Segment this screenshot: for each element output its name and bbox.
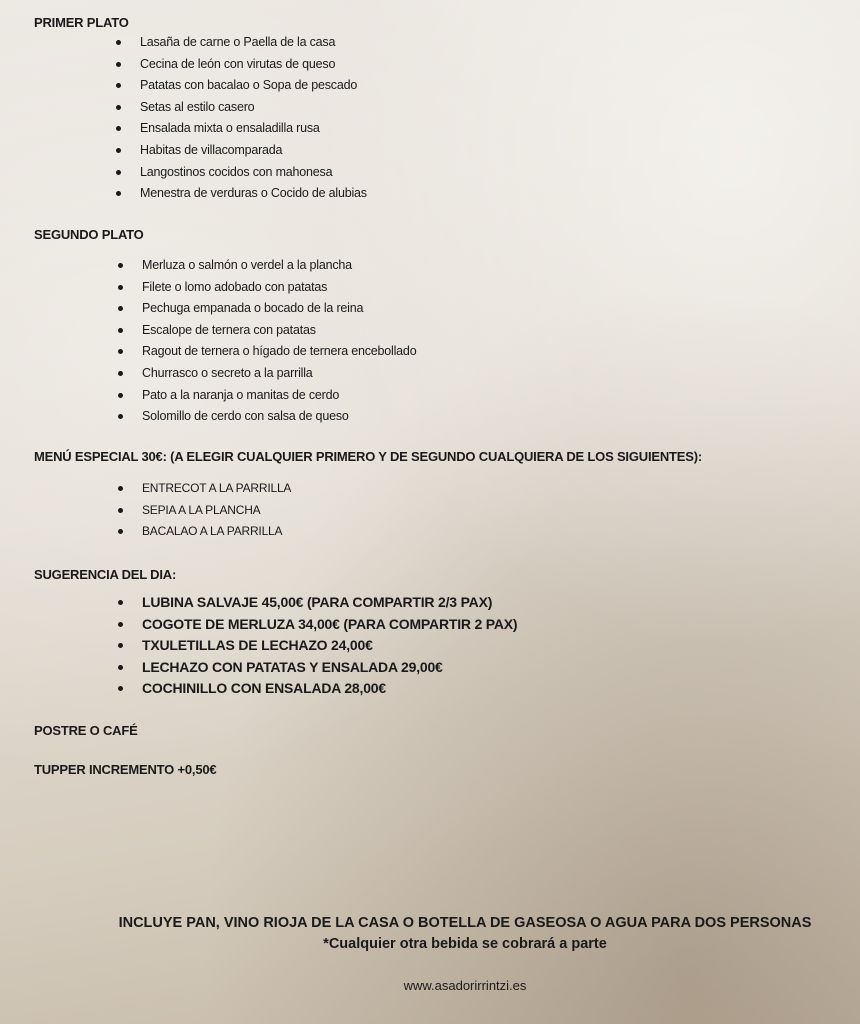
postre-section [34,723,860,738]
dish-name: Ensalada mixta o ensaladilla rusa [140,121,320,136]
dish-name: Langostinos cocidos con mahonesa [140,164,333,179]
segundo-plato-section [34,227,860,428]
list-item [116,75,860,97]
list-item [116,97,860,119]
bullet-icon [118,600,123,605]
list-item [116,118,860,140]
bullet-icon [118,285,123,290]
list-item [118,500,860,522]
dish-name: Filete o lomo adobado con patatas [142,279,328,294]
bullet-icon [118,622,123,627]
bullet-icon [118,393,123,398]
bullet-icon [118,306,123,311]
dish-name: COGOTE DE MERLUZA 34,00€ (PARA COMPARTIR 2 PAX) [142,615,518,632]
bullet-icon [116,83,121,88]
list-item [118,614,860,636]
section-title: SUGERENCIA DEL DIA: [34,567,177,582]
dish-name: Churrasco o secreto a la parrilla [142,365,313,380]
dish-name: LECHAZO CON PATATAS Y ENSALADA 29,00€ [142,658,443,675]
list-item [116,54,860,76]
list-item [118,592,860,614]
bullet-icon [118,643,123,648]
list-item [118,478,860,500]
list-item [116,162,860,184]
dish-name: Pechuga empanada o bocado de la reina [142,301,364,316]
dish-name: Menestra de verduras o Cocido de alubias [140,186,367,201]
sugerencia-section [34,567,860,700]
bullet-icon [118,414,123,419]
bullet-icon [116,105,121,110]
bullet-icon [116,191,121,196]
list-item [118,363,860,385]
bullet-icon [118,263,123,268]
dish-name: Solomillo de cerdo con salsa de queso [142,409,349,424]
list-item [118,657,860,679]
dish-name: ENTRECOT A LA PARRILLA [142,481,292,495]
primer-plato-section [34,15,860,205]
dish-name: Ragout de ternera o hígado de ternera encebollado [142,344,417,359]
dish-name: Pato a la naranja o manitas de cerdo [142,387,340,402]
list-item [118,341,860,363]
dish-name: Escalope de ternera con patatas [142,322,316,337]
bullet-icon [116,40,121,45]
dish-name: Patatas con bacalao o Sopa de pescado [140,78,358,93]
website-link[interactable]: www.asadorirrintzi.es [403,978,527,993]
bullet-icon [118,665,123,670]
dish-list [118,478,860,543]
list-item [118,406,860,428]
bullet-icon [118,371,123,376]
bullet-icon [118,349,123,354]
dish-name: TXULETILLAS DE LECHAZO 24,00€ [142,637,373,654]
dish-name: SEPIA A LA PLANCHA [142,502,261,517]
dish-name: Lasaña de carne o Paella de la casa [140,35,336,49]
dish-name: Setas al estilo casero [140,99,255,114]
bullet-icon [116,170,121,175]
dish-name: LUBINA SALVAJE 45,00€ (PARA COMPARTIR 2/3 PAX) [142,594,493,610]
tupper-section [34,762,860,777]
bullet-icon [118,508,123,513]
bullet-icon [118,486,123,491]
dish-name: Habitas de villacomparada [140,142,283,157]
dish-list [116,32,860,205]
list-item [118,385,860,407]
list-item [118,635,860,657]
dish-list [118,592,860,700]
list-item [118,277,860,299]
dish-name: Cecina de león con virutas de queso [140,56,336,71]
dish-name: BACALAO A LA PARRILLA [142,524,283,539]
list-item [116,140,860,162]
bullet-icon [118,529,123,534]
includes-text: INCLUYE PAN, VINO RIOJA DE LA CASA O BOTELLA DE GASEOSA O AGUA PARA DOS PERSONAS [118,915,812,931]
list-item [118,320,860,342]
postre-text: POSTRE O CAFÉ [34,723,138,738]
list-item [118,678,860,700]
list-item [118,255,860,277]
bullet-icon [116,126,121,131]
section-title: MENÚ ESPECIAL 30€: (A ELEGIR CUALQUIER PRIMERO Y DE SEGUNDO CUALQUIERA DE LOS SIGUIENTES): [34,449,702,464]
list-item [116,183,860,205]
tupper-text: TUPPER INCREMENTO +0,50€ [34,762,217,777]
dish-name: COCHINILLO CON ENSALADA 28,00€ [142,680,386,697]
dish-list [118,255,860,428]
drinks-note: *Cualquier otra bebida se cobrará a parte [323,936,607,952]
list-item [118,298,860,320]
section-title: PRIMER PLATO [34,15,129,30]
list-item [116,32,860,54]
list-item [118,521,860,543]
bullet-icon [118,328,123,333]
bullet-icon [118,686,123,691]
menu-especial-section [34,449,860,543]
section-title: SEGUNDO PLATO [34,227,144,242]
dish-name: Merluza o salmón o verdel a la plancha [142,258,352,272]
bullet-icon [116,148,121,153]
bullet-icon [116,62,121,67]
